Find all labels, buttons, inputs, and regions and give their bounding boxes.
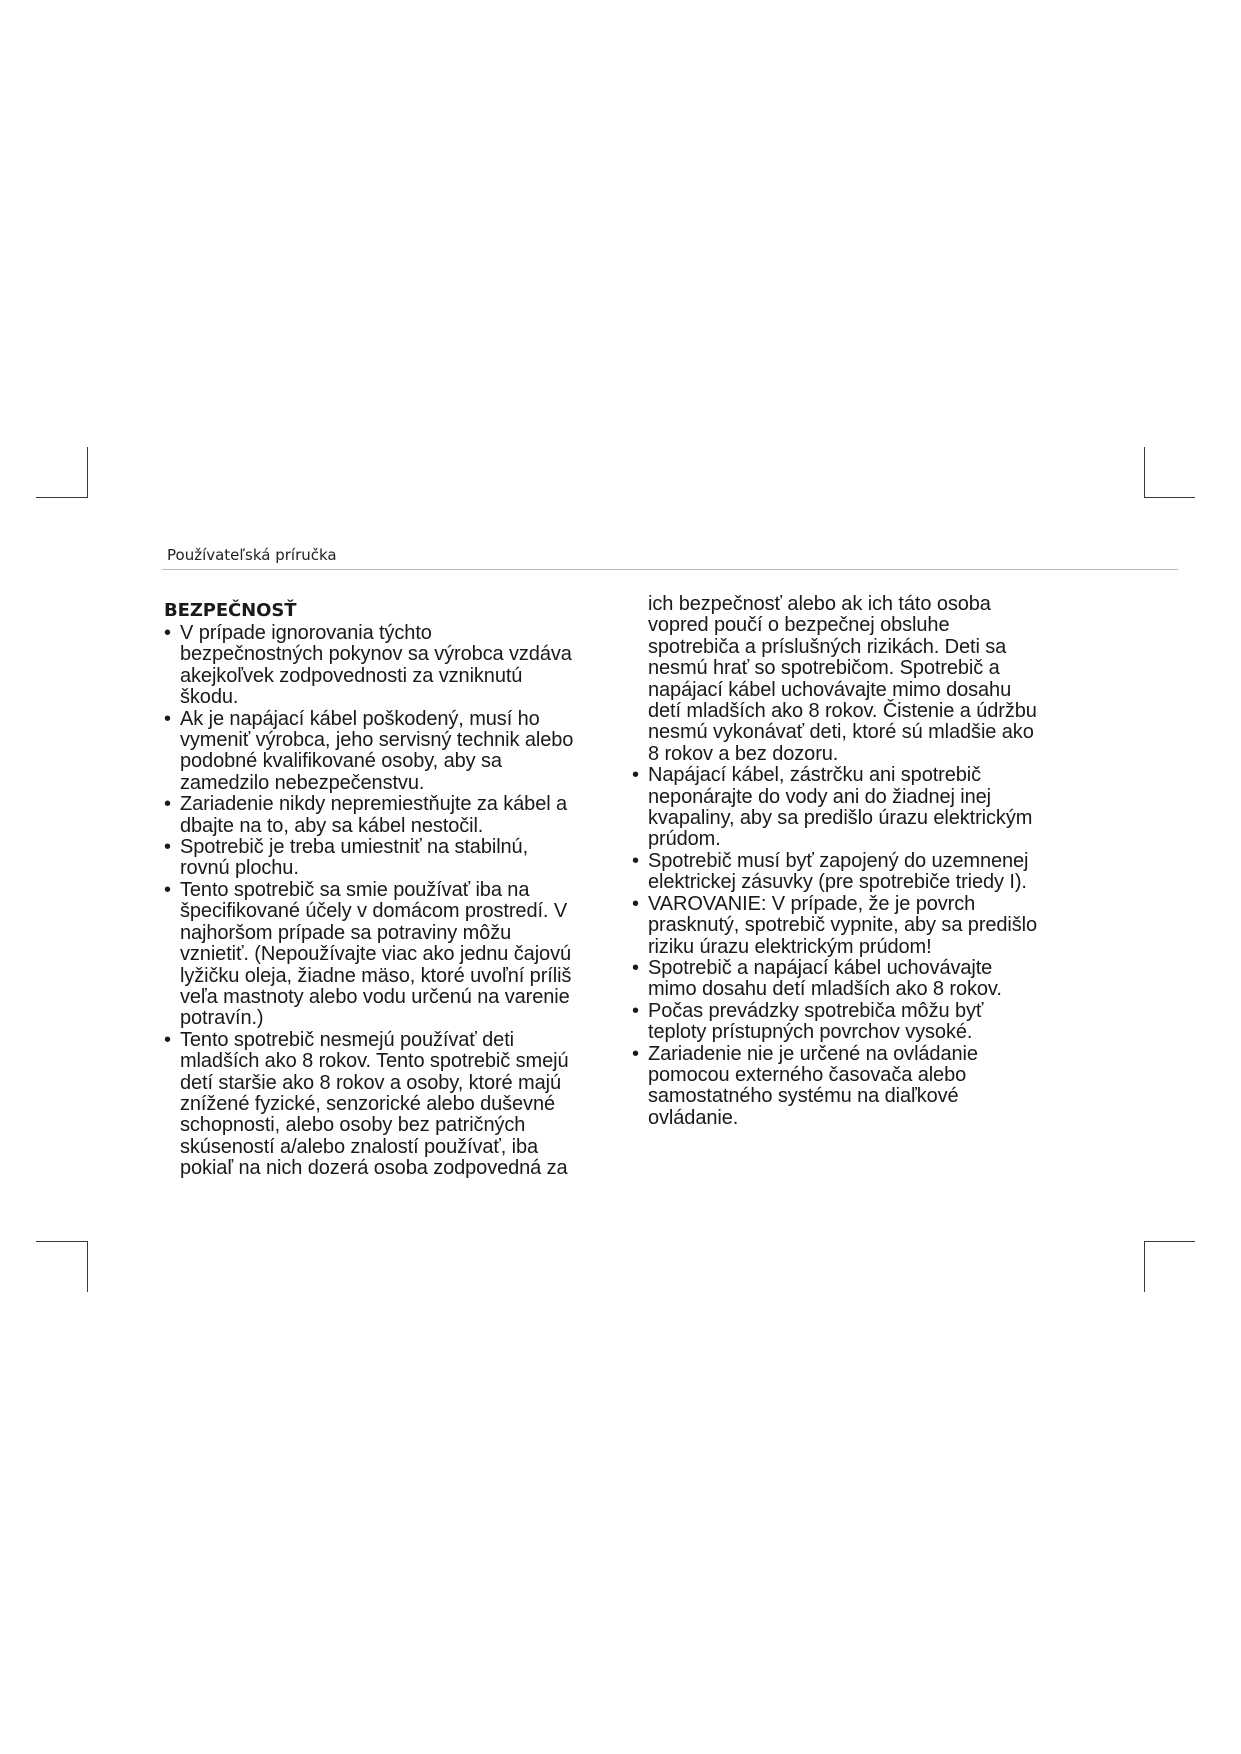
crop-mark-top-left-vertical xyxy=(87,447,88,498)
safety-list-right xyxy=(632,765,1102,1129)
crop-mark-top-right-horizontal xyxy=(1144,497,1195,498)
list-item: • Počas prevádzky spotrebiča môžu byť teploty prístupných povrchov vysoké. xyxy=(632,1001,1102,1044)
crop-mark-bottom-right-horizontal xyxy=(1144,1241,1195,1242)
list-item: • Ak je napájací kábel poškodený, musí ho vymeniť výrobca, jeho servisný technik alebo podobné kvalifikované osoby, aby sa zamedzilo nebezpečenstvu. xyxy=(164,709,614,795)
crop-mark-bottom-left-vertical xyxy=(87,1241,88,1292)
crop-mark-top-right-vertical xyxy=(1144,447,1145,498)
continued-paragraph: ich bezpečnosť alebo ak ich táto osoba vopred poučí o bezpečnej obsluhe spotrebiča a príslušných rizikách. Deti sa nesmú hrať so spotrebičom. Spotrebič a napájací kábel uchovávajte mimo dosahu detí mladších ako 8 rokov. Čistenie a údržbu nesmú vykonávať deti, ktoré sú mladšie ako 8 rokov a bez dozoru. xyxy=(648,593,1037,765)
list-item: • Spotrebič a napájací kábel uchovávajte mimo dosahu detí mladších ako 8 rokov. xyxy=(632,958,1102,1001)
page-header-title: Používateľská príručka xyxy=(167,546,337,564)
list-item: • Spotrebič musí byť zapojený do uzemnenej elektrickej zásuvky (pre spotrebiče triedy I). xyxy=(632,851,1102,894)
left-column xyxy=(164,600,614,1180)
list-item: • Zariadenie nie je určené na ovládanie pomocou externého časovača alebo samostatného systému na diaľkové ovládanie. xyxy=(632,1044,1102,1130)
crop-mark-top-left-horizontal xyxy=(36,497,88,498)
right-column xyxy=(632,594,1102,1129)
list-item: • Tento spotrebič nesmejú používať deti mladších ako 8 rokov. Tento spotrebič smejú detí staršie ako 8 rokov a osoby, ktoré majú znížené fyzické, senzorické alebo duševné schopnosti, alebo osoby bez patričných skúseností a/alebo znalostí používať, iba pokiaľ na nich dozerá osoba zodpovedná za xyxy=(164,1030,614,1180)
crop-mark-bottom-right-vertical xyxy=(1144,1241,1145,1292)
list-item: • Tento spotrebič sa smie používať iba na špecifikované účely v domácom prostredí. V najhoršom prípade sa potraviny môžu vznietiť. (Nepoužívajte viac ako jednu čajovú lyžičku oleja, žiadne mäso, ktoré uvoľní príliš veľa mastnoty alebo vodu určenú na varenie potravín.) xyxy=(164,880,614,1030)
list-item: • V prípade ignorovania týchto bezpečnostných pokynov sa výrobca vzdáva akejkoľvek zodpovednosti za vzniknutú škodu. xyxy=(164,623,614,709)
safety-list-left xyxy=(164,623,614,1180)
section-heading: BEZPEČNOSŤ xyxy=(164,600,297,621)
list-item: • Napájací kábel, zástrčku ani spotrebič neponárajte do vody ani do žiadnej inej kvapaliny, aby sa predišlo úrazu elektrickým prúdom. xyxy=(632,765,1102,851)
list-item: • Spotrebič je treba umiestniť na stabilnú, rovnú plochu. xyxy=(164,837,614,880)
header-divider xyxy=(162,569,1178,570)
list-item: • VAROVANIE: V prípade, že je povrch prasknutý, spotrebič vypnite, aby sa predišlo riziku úrazu elektrickým prúdom! xyxy=(632,894,1102,958)
crop-mark-bottom-left-horizontal xyxy=(36,1241,88,1242)
list-item: • Zariadenie nikdy nepremiestňujte za kábel a dbajte na to, aby sa kábel nestočil. xyxy=(164,794,614,837)
